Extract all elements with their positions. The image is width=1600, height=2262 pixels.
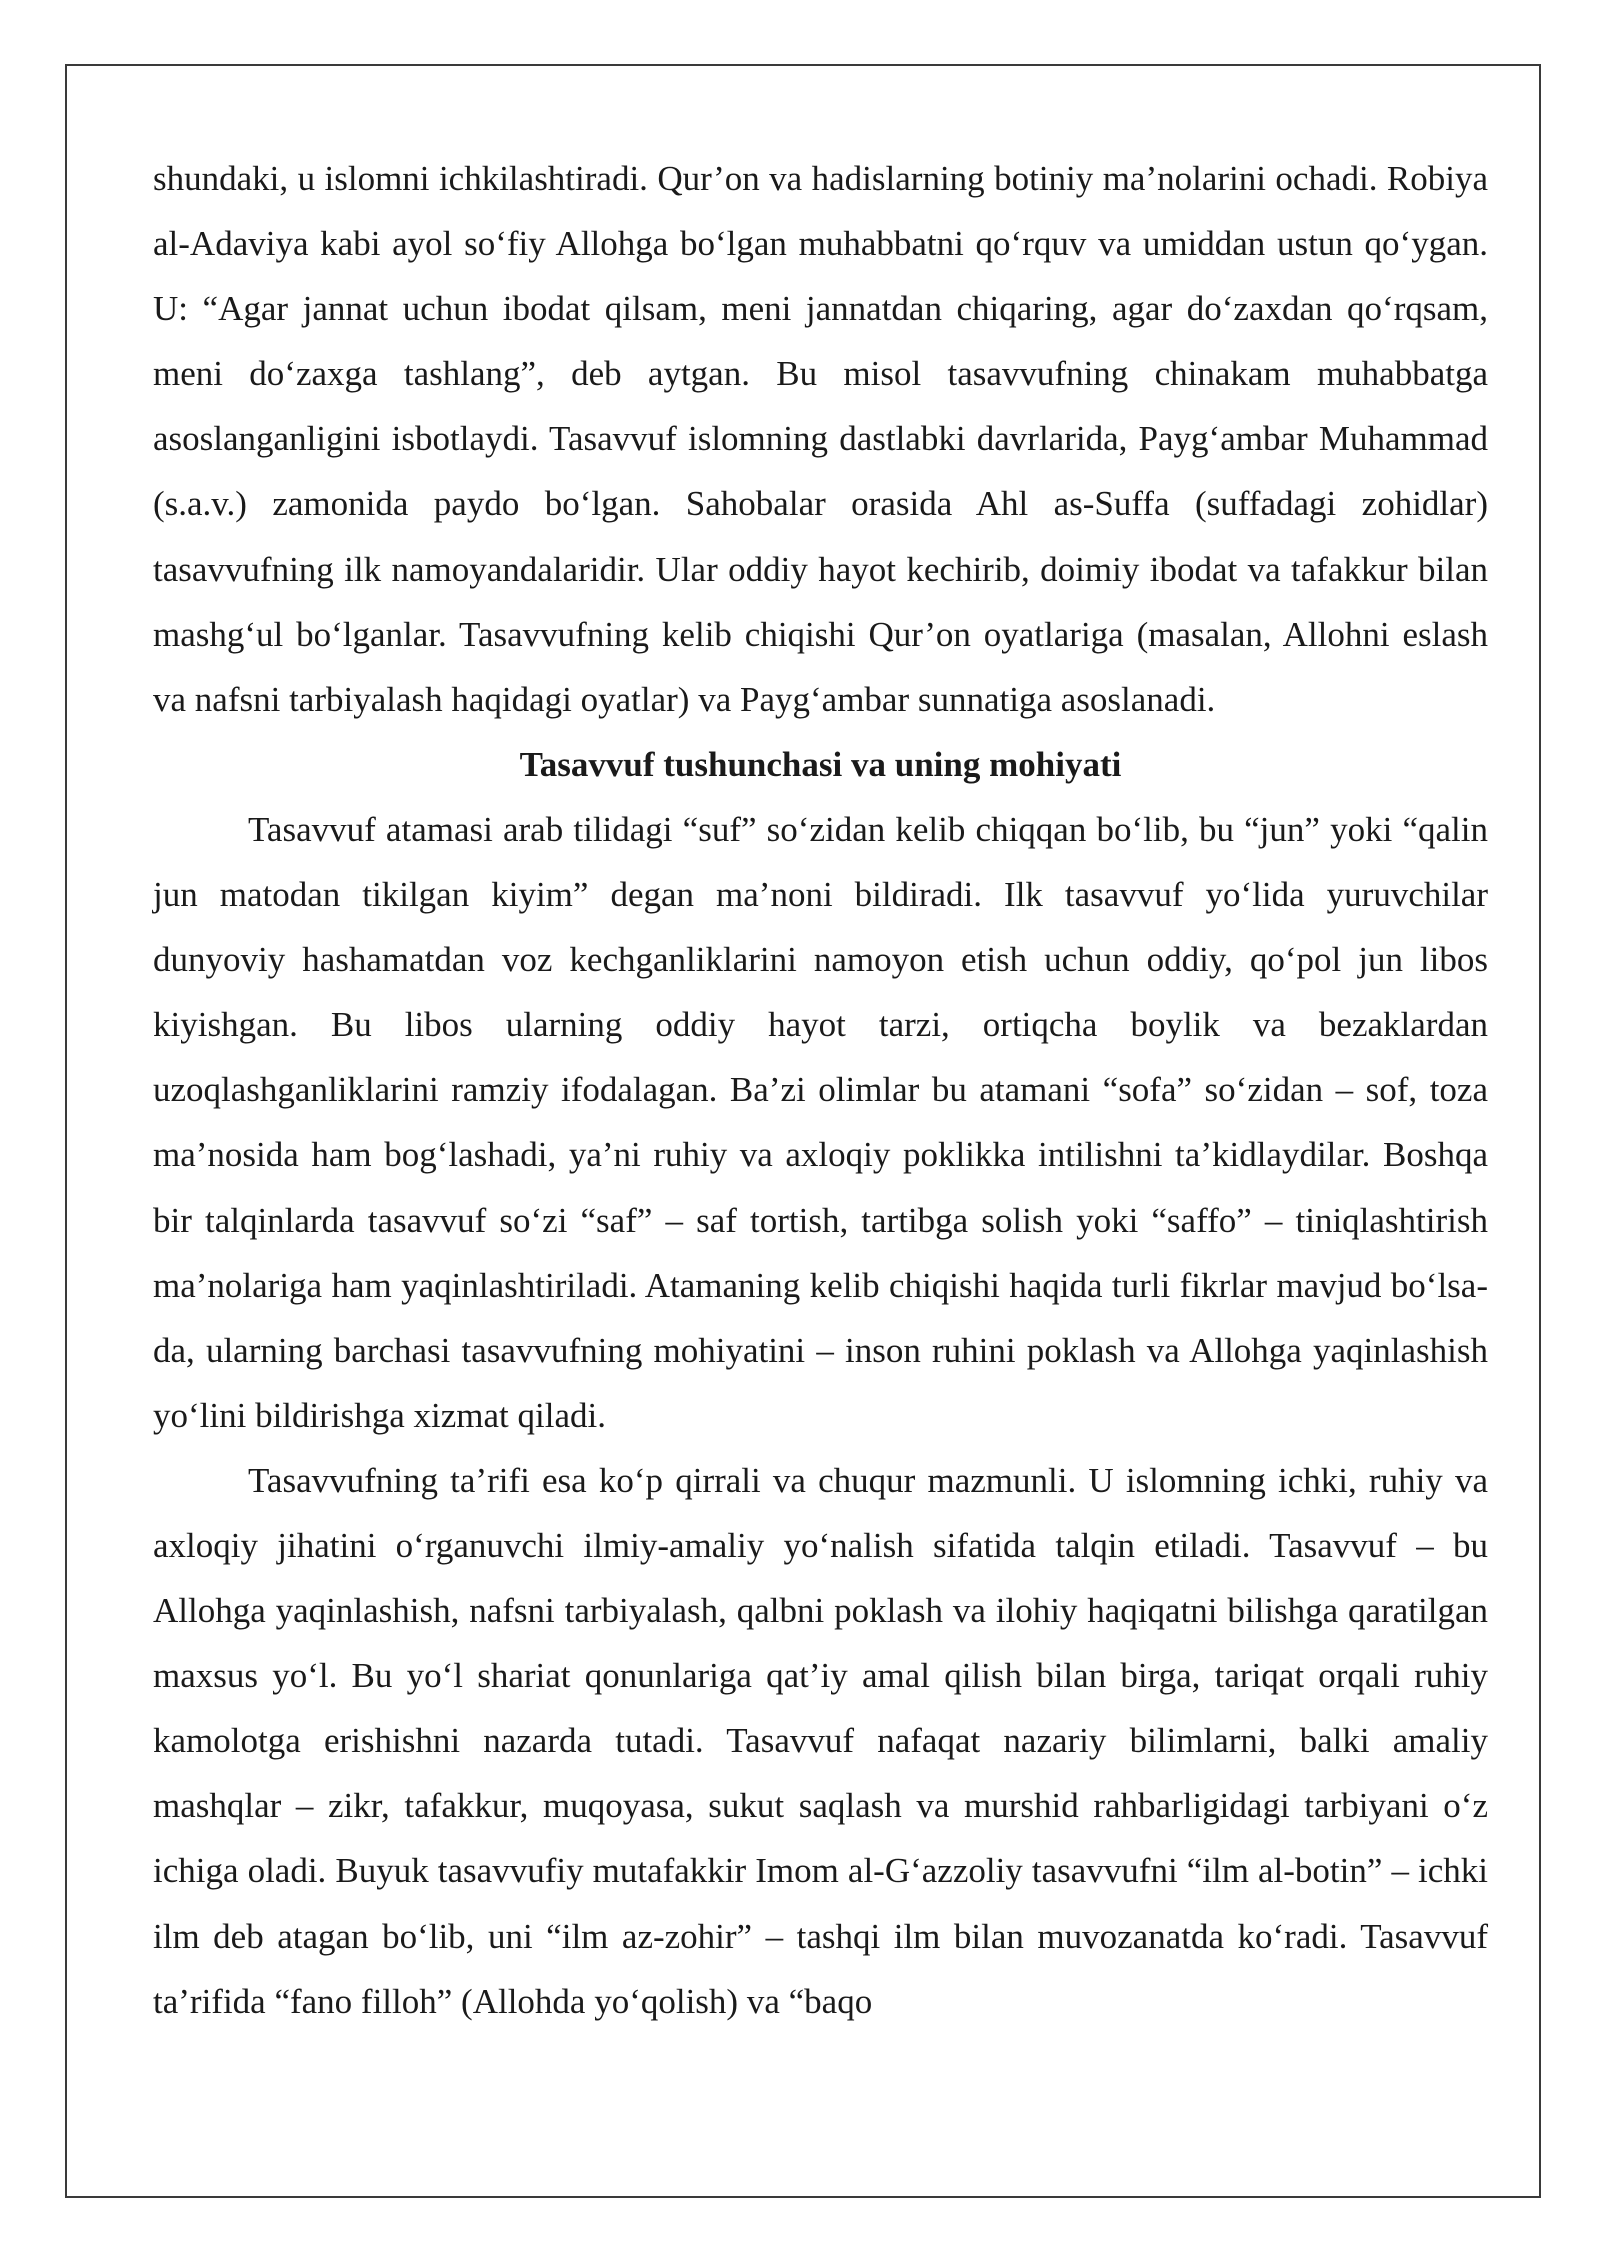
paragraph-term-origin: Tasavvuf atamasi arab tilidagi “suf” so‘zidan kelib chiqqan bo‘lib, bu “jun” yoki “qalin jun matodan tikilgan kiyim” degan ma’noni bildiradi. Ilk tasavvuf yo‘lida yuruvchilar dunyoviy hashamatdan voz kechganliklarini namoyon etish uchun oddiy, qo‘pol jun libos kiyishgan. Bu libos ularning oddiy hayot tarzi, ortiqcha boylik va bezaklardan uzoqlashganliklarini ramziy ifodalagan. Ba’zi olimlar bu atamani “sofa” so‘zidan – sof, toza ma’nosida ham bog‘lashadi, ya’ni ruhiy va axloqiy poklikka intilishni ta’kidlaydilar. Boshqa bir talqinlarda tasavvuf so‘zi “saf” – saf tortish, tartibga solish yoki “saffo” – tiniqlashtirish ma’nolariga ham yaqinlashtiriladi. Atamaning kelib chiqishi haqida turli fikrlar mavjud bo‘lsa-da, ularning barchasi tasavvufning mohiyatini – inson ruhini poklash va Allohga yaqinlashish yo‘lini bildirishga xizmat qiladi.: [153, 809, 1488, 1435]
section-heading: Tasavvuf tushunchasi va uning mohiyati: [519, 744, 1122, 784]
paragraph-continuation: shundaki, u islomni ichkilashtiradi. Qur’on va hadislarning botiniy ma’nolarini ochadi. Robiya al-Adaviya kabi ayol so‘fiy Allohga bo‘lgan muhabbatni qo‘rquv va umiddan ustun qo‘ygan. U: “Agar jannat uchun ibodat qilsam, meni jannatdan chiqaring, agar do‘zaxdan qo‘rqsam, meni do‘zaxga tashlang”, deb aytgan. Bu misol tasavvufning chinakam muhabbatga asoslanganligini isbotlaydi. Tasavvuf islomning dastlabki davrlarida, Payg‘ambar Muhammad (s.a.v.) zamonida paydo bo‘lgan. Sahobalar orasida Ahl as-Suffa (suffadagi zohidlar) tasavvufning ilk namoyandalaridir. Ular oddiy hayot kechirib, doimiy ibodat va tafakkur bilan mashg‘ul bo‘lganlar. Tasavvufning kelib chiqishi Qur’on oyatlariga (masalan, Allohni eslash va nafsni tarbiyalash haqidagi oyatlar) va Payg‘ambar sunnatiga asoslanadi.: [153, 159, 1488, 719]
paragraph-definition: Tasavvufning ta’rifi esa ko‘p qirrali va chuqur mazmunli. U islomning ichki, ruhiy va axloqiy jihatini o‘rganuvchi ilmiy-amaliy yo‘nalish sifatida talqin etiladi. Tasavvuf – bu Allohga yaqinlashish, nafsni tarbiyalash, qalbni poklash va ilohiy haqiqatni bilishga qaratilgan maxsus yo‘l. Bu yo‘l shariat qonunlariga qat’iy amal qilish bilan birga, tariqat orqali ruhiy kamolotga erishishni nazarda tutadi. Tasavvuf nafaqat nazariy bilimlarni, balki amaliy mashqlar – zikr, tafakkur, muqoyasa, sukut saqlash va murshid rahbarligidagi tarbiyani o‘z ichiga oladi. Buyuk tasavvufiy mutafakkir Imom al-G‘azzoliy tasavvufni “ilm al-botin” – ichki ilm deb atagan bo‘lib, uni “ilm az-zohir” – tashqi ilm bilan muvozanatda ko‘radi. Tasavvuf ta’rifida “fano filloh” (Allohda yo‘qolish) va “baqo: [153, 1460, 1488, 2021]
document-body: [153, 146, 1488, 2034]
